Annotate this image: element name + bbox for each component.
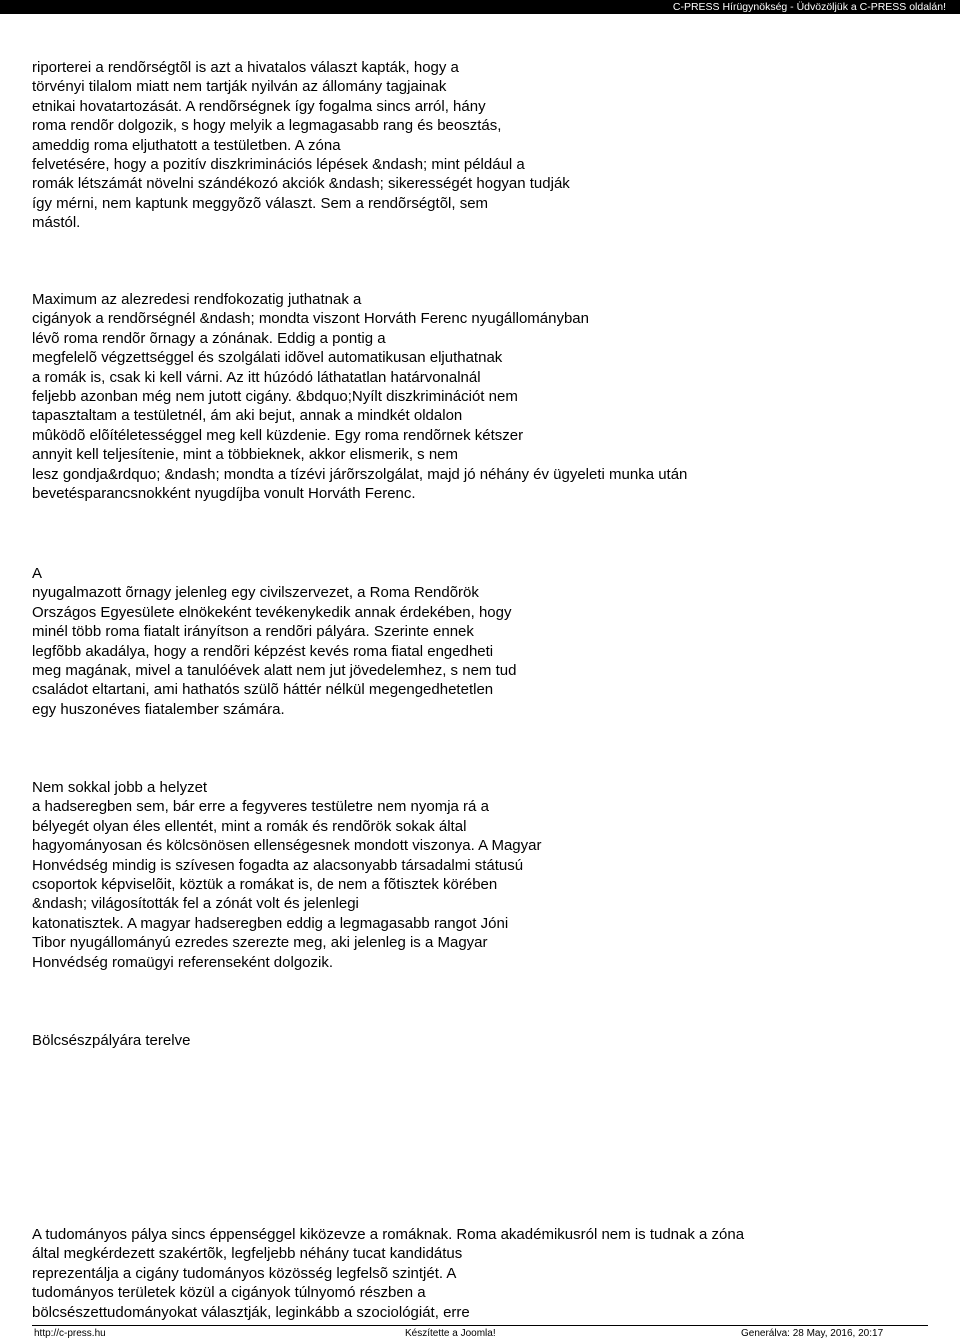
text-line: reprezentálja a cigány tudományos közösség legfelsõ szintjét. A [32,1264,457,1282]
text-line: lesz gondja&rdquo; &ndash; mondta a tízévi járõrszolgálat, majd jó néhány év ügyeleti munka után [32,465,688,483]
paragraph-association [32,564,516,719]
paragraph-rank-limit [32,290,687,503]
text-line: Honvédség mindig is szívesen fogadta az alacsonyabb társadalmi státusú [32,856,524,874]
text-line: Bölcsészpályára terelve [32,1032,191,1049]
text-line: riporterei a rendõrségtõl is azt a hivatalos választ kapták, hogy a [32,59,459,76]
text-line: minél több roma fiatalt irányítson a rendõri pályára. Szerinte ennek [32,623,474,641]
text-line: legfõbb akadálya, hogy a rendõri képzést kevés roma fiatal engedheti [32,642,494,660]
text-line: a romák is, csak ki kell várni. Az itt húzódó láthatatlan határvonalnál [32,368,481,386]
text-line: nyugalmazott õrnagy jelenleg egy civilszervezet, a Roma Rendõrök [32,584,479,602]
text-line: A tudományos pálya sincs éppenséggel kiközevze a romáknak. Roma akadémikusról nem is tudnak a zóna [32,1226,745,1243]
text-line: családot eltartani, ami hathatós szülõ háttér nélkül megengedhetetlen [32,681,494,699]
site-title: C-PRESS Hírügynökség - Üdvözöljük a C-PRESS oldalán! [672,1,946,13]
paragraph-police-response [32,58,570,233]
text-line: etnikai hovatartozását. A rendõrségnek így fogalma sincs arról, hány [32,97,486,115]
text-line: Honvédség romaügyi referenseként dolgozik. [32,953,334,971]
text-line: ameddig roma eljuthatott a testületben. A zóna [32,136,341,154]
text-line: egy huszonéves fiatalember számára. [32,700,285,718]
text-line: tapasztaltam a testületnél, ám aki bejut, annak a mindkét oldalon [32,407,463,425]
text-line: &ndash; világosították fel a zónát volt és jelenlegi [32,895,359,913]
text-line: roma rendõr dolgozik, s hogy melyik a legmagasabb rang és beosztás, [32,117,502,135]
text-line: Tibor nyugállományú ezredes szerezte meg, aki jelenleg is a Magyar [32,934,488,952]
text-line: által megkérdezett szakértõk, legfeljebb néhány tucat kandidátus [32,1245,463,1263]
text-line: Maximum az alezredesi rendfokozatig juthatnak a [32,291,362,308]
paragraph-academia [32,1225,744,1322]
footer-generated: Generálva: 28 May, 2016, 20:17 [741,1328,884,1339]
text-line: Nem sokkal jobb a helyzet [32,779,208,796]
text-line: törvényi tilalom miatt nem tartják nyilván az állomány tagjainak [32,78,447,96]
text-line: a hadseregben sem, bár erre a fegyveres testületre nem nyomja rá a [32,798,489,816]
text-line: lévõ roma rendõr õrnagy a zónának. Eddig a pontig a [32,329,386,347]
text-line: cigányok a rendõrségnél &ndash; mondta viszont Horváth Ferenc nyugállományban [32,310,589,328]
footer-credit: Készítette a Joomla! [405,1328,496,1339]
footer-divider [32,1325,928,1326]
text-line: mûködõ elõítéletességgel meg kell küzdenie. Egy roma rendõrnek kétszer [32,426,524,444]
text-line: felvetésére, hogy a pozitív diszkriminációs lépések &ndash; mint például a [32,156,525,174]
paragraph-army [32,778,541,972]
section-heading [32,1031,190,1050]
text-line: katonatisztek. A magyar hadseregben eddig a legmagasabb rangot Jóni [32,914,509,932]
text-line: Országos Egyesülete elnökeként tevékenykedik annak érdekében, hogy [32,603,512,621]
text-line: romák létszámát növelni szándékozó akciók &ndash; sikerességét hogyan tudják [32,175,570,193]
text-line: hagyományosan és kölcsönösen ellenségesnek mondott viszonya. A Magyar [32,837,542,855]
text-line: A [32,565,43,582]
text-line: tudományos területek közül a cigányok túlnyomó részben a [32,1284,426,1302]
text-line: annyit kell teljesítenie, mint a többieknek, akkor elismerik, s nem [32,446,459,464]
text-line: meg magának, mivel a tanulóévek alatt nem jut jövedelemhez, s nem tud [32,662,517,680]
text-line: mástól. [32,214,81,232]
text-line: bélyegét olyan éles ellentét, mint a romák és rendõrök sokak által [32,817,467,835]
text-line: feljebb azonban még nem jutott cigány. &bdquo;Nyílt diszkriminációt nem [32,388,518,406]
text-line: bölcsészettudományokat választják, leginkább a szociológiát, erre [32,1303,470,1321]
text-line: bevetésparancsnokként nyugdíjba vonult Horváth Ferenc. [32,485,416,503]
footer-url: http://c-press.hu [34,1328,106,1339]
text-line: csoportok képviselõit, köztük a romákat is, de nem a fõtisztek körében [32,876,498,894]
page-header-bar [0,0,960,14]
text-line: így mérni, nem kaptunk meggyõzõ választ. Sem a rendõrségtõl, sem [32,194,489,212]
text-line: megfelelõ végzettséggel és szolgálati idõvel automatikusan eljuthatnak [32,349,503,367]
